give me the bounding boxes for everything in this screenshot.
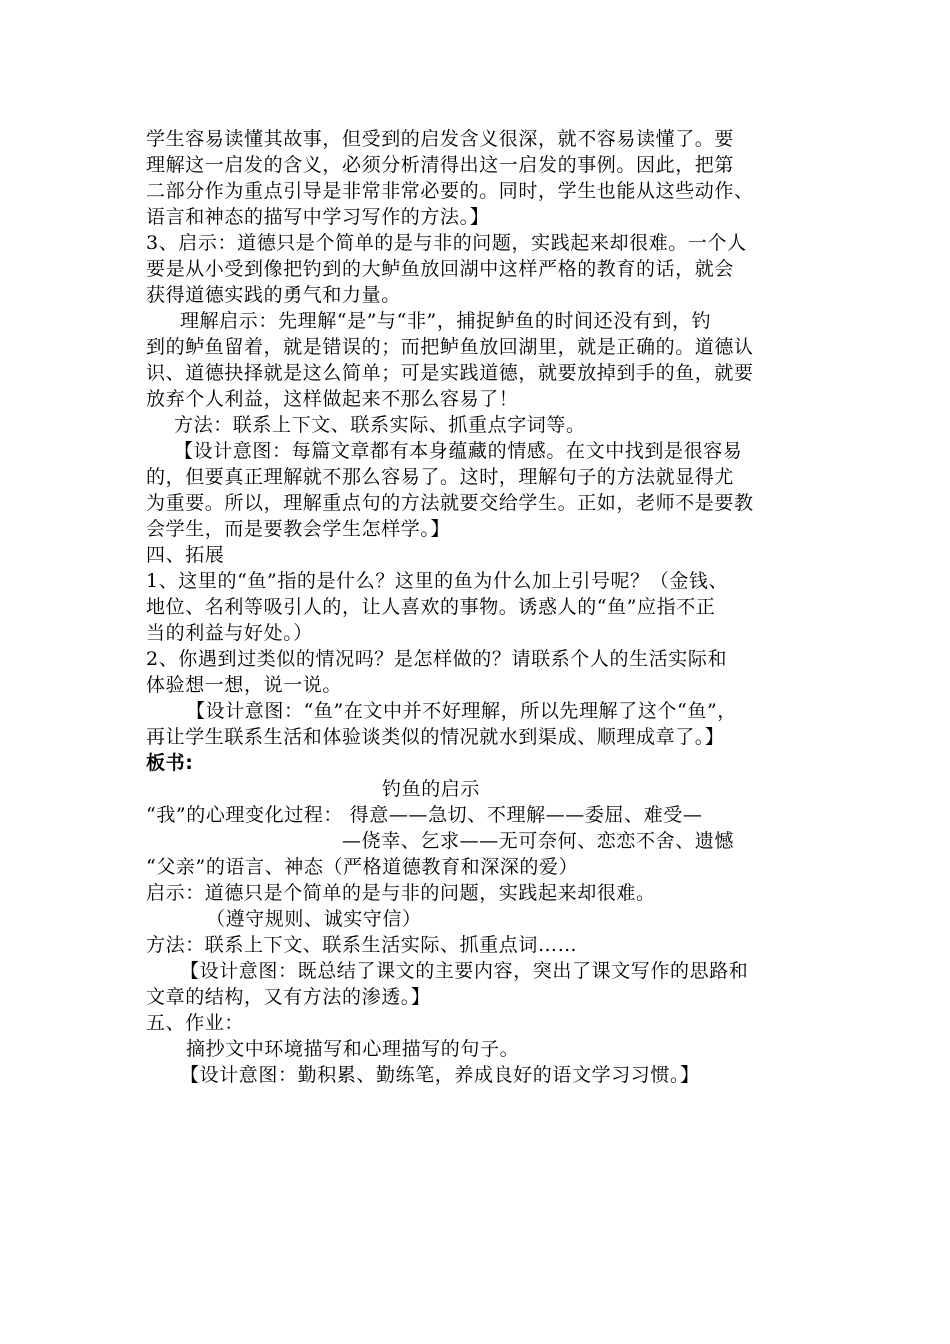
text-line: 为重要。所以，理解重点句的方法就要交给学生。正如，老师不是要教	[146, 492, 754, 514]
text-line: 识、道德抉择就是这么简单；可是实践道德，就要放掉到手的鱼，就要	[146, 362, 754, 384]
text-line: —侥幸、乞求——无可奈何、恋恋不舍、遗憾	[342, 830, 735, 852]
text-line: 【设计意图：勤积累、勤练笔，养成良好的语文学习习惯。】	[180, 1064, 700, 1086]
board-title: 钓鱼的启示	[382, 778, 481, 800]
text-line: 1、这里的“鱼”指的是什么？这里的鱼为什么加上引号呢？（金钱、	[146, 570, 729, 592]
text-line: 获得道德实践的勇气和力量。	[146, 284, 401, 306]
text-line: 的，但要真正理解就不那么容易了。这时，理解句子的方法就显得尤	[146, 466, 735, 488]
text-line: 理解启示：先理解“是”与“非”，捕捉鲈鱼的时间还没有到，钓	[180, 310, 712, 332]
section-heading: 五、作业：	[146, 1012, 245, 1034]
text-line: 方法：联系上下文、联系生活实际、抓重点词……	[146, 934, 578, 956]
text-line: 2、你遇到过类似的情况吗？是怎样做的？请联系个人的生活实际和	[146, 648, 728, 670]
text-line: 会学生，而是要教会学生怎样学。】	[146, 518, 451, 540]
text-line: 【设计意图：既总结了课文的主要内容，突出了课文写作的思路和	[180, 960, 749, 982]
text-line: 当的利益与好处。）	[146, 622, 313, 644]
text-line: 【设计意图：每篇文章都有本身蕴藏的情感。在文中找到是很容易	[174, 440, 743, 462]
text-line: 摘抄文中环境描写和心理描写的句子。	[186, 1038, 520, 1060]
text-line: 再让学生联系生活和体验谈类似的情况就水到渠成、顺理成章了。】	[146, 726, 725, 748]
text-line: 学生容易读懂其故事，但受到的启发含义很深，就不容易读懂了。要	[146, 128, 735, 150]
board-heading: 板书:	[146, 752, 194, 774]
text-line: 到的鲈鱼留着，就是错误的；而把鲈鱼放回湖里，就是正确的。道德认	[146, 336, 754, 358]
text-line: 二部分作为重点引导是非常非常必要的。同时，学生也能从这些动作、	[146, 180, 754, 202]
text-line: 3、启示：道德只是个简单的是与非的问题，实践起来却很难。一个人	[146, 232, 747, 254]
text-line: 理解这一启发的含义，必须分析清得出这一启发的事例。因此，把第	[146, 154, 735, 176]
text-line: 放弃个人利益，这样做起来不那么容易了！	[146, 388, 519, 410]
text-line: 文章的结构，又有方法的渗透。】	[146, 986, 431, 1008]
section-heading: 四、拓展	[146, 544, 225, 566]
text-line: 地位、名利等吸引人的，让人喜欢的事物。诱惑人的“鱼”应指不正	[146, 596, 716, 618]
text-line: 要是从小受到像把钓到的大鲈鱼放回湖中这样严格的教育的话，就会	[146, 258, 735, 280]
text-line: 启示：道德只是个简单的是与非的问题，实践起来却很难。	[146, 882, 656, 904]
text-line: （遵守规则、诚实守信）	[206, 908, 422, 930]
text-line: 方法：联系上下文、联系实际、抓重点字词等。	[174, 414, 586, 436]
text-line: 语言和神态的描写中学习写作的方法。】	[146, 206, 490, 228]
text-line: “父亲”的语言、神态（严格道德教育和深深的爱）	[146, 856, 579, 878]
document-body	[146, 126, 816, 1088]
text-line: “我”的心理变化过程： 得意——急切、不理解——委屈、难受—	[146, 804, 703, 826]
text-line: 体验想一想，说一说。	[146, 674, 343, 696]
text-line: 【设计意图：“鱼”在文中并不好理解，所以先理解了这个“鱼”，	[186, 700, 737, 722]
